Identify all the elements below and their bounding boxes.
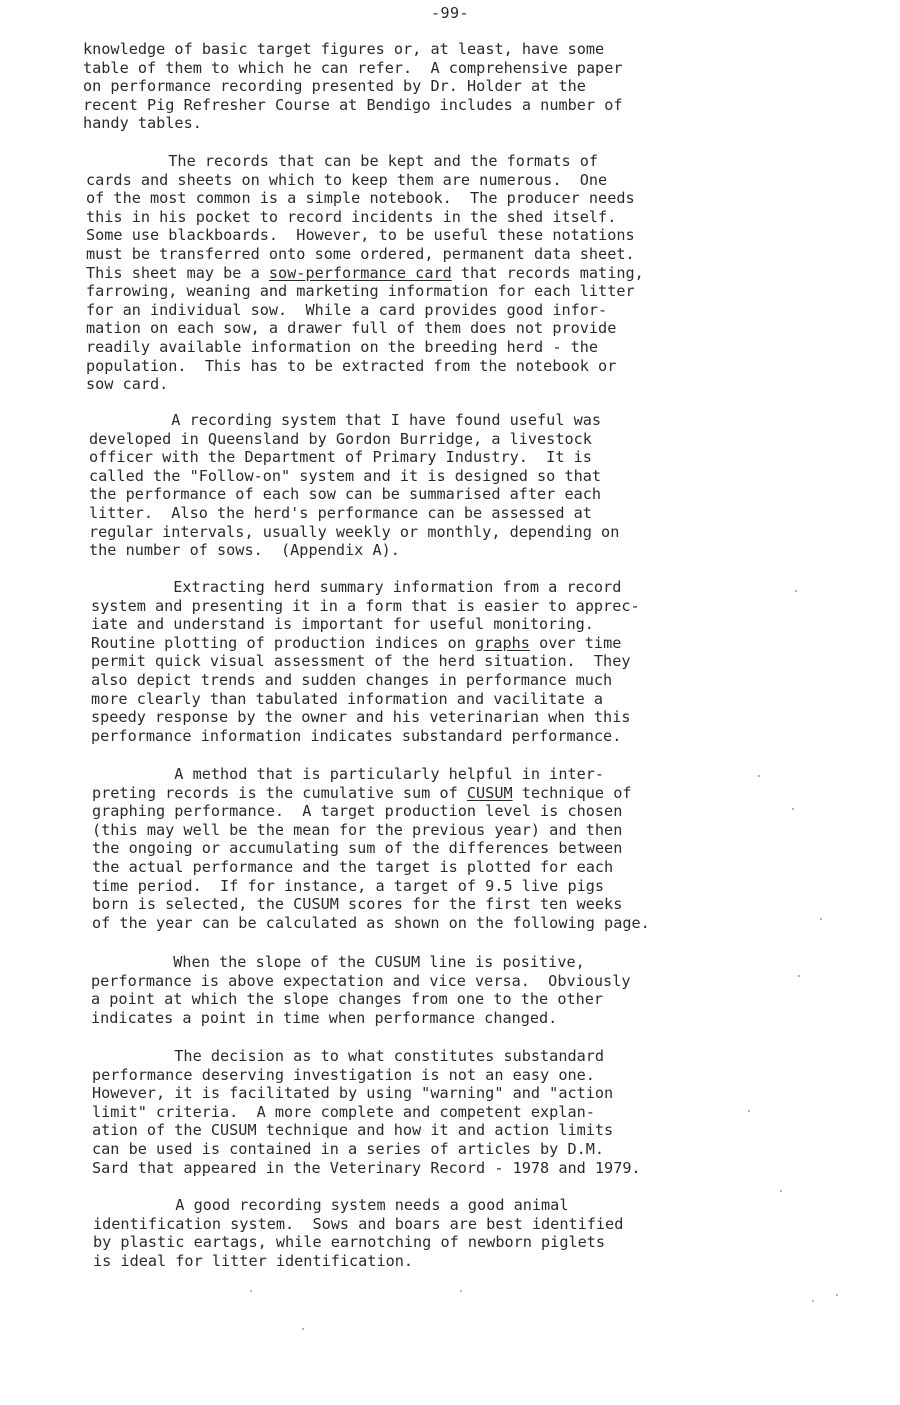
text-line: a point at which the slope changes from one to the other <box>91 990 604 1009</box>
scan-speck <box>795 590 797 592</box>
text-line: can be used is contained in a series of articles by D.M. <box>92 1139 605 1158</box>
scan-speck <box>812 1300 814 1302</box>
text-line: of the most common is a simple notebook. The producer needs <box>86 189 635 208</box>
text-line: this in his pocket to record incidents in the shed itself. <box>86 207 617 226</box>
text-line: However, it is facilitated by using "warning" and "action <box>92 1084 614 1103</box>
text-line: permit quick visual assessment of the herd situation. They <box>91 652 631 671</box>
text-line: mation on each sow, a drawer full of them does not provide <box>86 319 617 338</box>
text-line: The records that can be kept and the formats of <box>86 152 599 170</box>
text-line: identification system. Sows and boars are best identified <box>93 1214 624 1233</box>
scan-speck <box>460 1290 462 1292</box>
text-line: developed in Queensland by Gordon Burridge, a livestock <box>89 429 592 448</box>
text-line: officer with the Department of Primary Industry. It is <box>89 448 592 467</box>
text-line: by plastic eartags, while earnotching of newborn piglets <box>93 1233 606 1252</box>
text-line: must be transferred onto some ordered, permanent data sheet. <box>86 244 635 263</box>
scan-speck <box>798 975 800 977</box>
text-line <box>86 264 644 282</box>
text-line: called the "Follow-on" system and it is designed so that <box>89 466 602 485</box>
text-line <box>91 634 621 652</box>
text-line: sow card. <box>86 375 169 394</box>
text-line: When the slope of the CUSUM line is positive, <box>91 953 585 971</box>
text-line: performance information indicates substandard performance. <box>91 726 622 745</box>
text-line: table of them to which he can refer. A comprehensive paper <box>83 58 623 77</box>
text-line: for an individual sow. While a card provides good infor- <box>86 300 608 319</box>
scan-speck <box>792 808 794 810</box>
scan-speck <box>758 775 760 777</box>
text-line: Sard that appeared in the Veterinary Record - 1978 and 1979. <box>92 1158 641 1177</box>
text-segment: technique of <box>512 783 632 802</box>
paragraph-3 <box>89 411 619 560</box>
text-line: A method that is particularly helpful in inter- <box>92 765 605 783</box>
text-line: graphing performance. A target production level is chosen <box>92 802 623 821</box>
underlined-term: CUSUM <box>466 783 513 802</box>
text-line: handy tables. <box>83 114 202 133</box>
text-line: population. This has to be extracted from the notebook or <box>86 356 617 375</box>
text-line: knowledge of basic target figures or, at least, have some <box>83 40 605 58</box>
text-line: The decision as to what constitutes substandard <box>92 1047 605 1065</box>
text-line: performance deserving investigation is not an easy one. <box>92 1065 595 1084</box>
paragraph-1 <box>83 40 622 133</box>
paragraph-6 <box>91 953 630 1027</box>
text-line <box>92 784 631 802</box>
paragraph-7 <box>92 1047 641 1177</box>
scan-speck <box>820 918 822 920</box>
text-line: iate and understand is important for useful monitoring. <box>91 615 594 634</box>
text-line: system and presenting it in a form that is easier to apprec- <box>91 596 640 615</box>
text-line: ation of the CUSUM technique and how it and action limits <box>92 1121 614 1140</box>
text-line: born is selected, the CUSUM scores for the first ten weeks <box>92 895 623 914</box>
text-segment: Routine plotting of production indices on <box>91 633 476 652</box>
text-line: on performance recording presented by Dr. Holder at the <box>83 77 586 96</box>
paragraph-4 <box>91 578 640 745</box>
text-segment: This sheet may be a <box>86 263 269 282</box>
scan-speck <box>302 1328 304 1330</box>
text-line: recent Pig Refresher Course at Bendigo includes a number of <box>83 95 623 114</box>
underlined-term: sow-performance card <box>268 263 452 282</box>
text-line: also depict trends and sudden changes in performance much <box>91 670 613 689</box>
paragraph-8 <box>93 1196 623 1270</box>
text-segment: that records mating, <box>451 263 644 282</box>
paragraph-5 <box>92 765 650 932</box>
text-line: readily available information on the breeding herd - the <box>86 337 599 356</box>
text-segment: preting records is the cumulative sum of <box>92 783 467 802</box>
text-line: the number of sows. (Appendix A). <box>89 541 400 560</box>
text-line: of the year can be calculated as shown on the following page. <box>92 913 650 932</box>
text-line: the actual performance and the target is plotted for each <box>92 857 614 876</box>
underlined-term: graphs <box>475 633 530 652</box>
scan-speck <box>250 1290 252 1292</box>
text-line: Extracting herd summary information from a record <box>91 578 622 596</box>
scan-speck <box>836 1294 838 1296</box>
text-line: regular intervals, usually weekly or monthly, depending on <box>89 522 620 541</box>
text-line: indicates a point in time when performance changed. <box>91 1008 558 1027</box>
text-line: Some use blackboards. However, to be useful these notations <box>86 226 635 245</box>
text-line: limit" criteria. A more complete and competent explan- <box>92 1102 595 1121</box>
text-segment: over time <box>529 633 622 652</box>
text-line: cards and sheets on which to keep them are numerous. One <box>86 170 608 189</box>
text-line: A recording system that I have found useful was <box>89 411 602 429</box>
text-line: the ongoing or accumulating sum of the differences between <box>92 839 623 858</box>
text-line: farrowing, weaning and marketing information for each litter <box>86 282 635 301</box>
text-line: time period. If for instance, a target of 9.5 live pigs <box>92 876 605 895</box>
text-line: performance is above expectation and vice versa. Obviously <box>91 971 631 990</box>
text-line: A good recording system needs a good animal <box>93 1196 569 1214</box>
scan-speck <box>748 1110 750 1112</box>
paragraph-2 <box>86 152 644 394</box>
text-line: is ideal for litter identification. <box>93 1251 414 1270</box>
scan-speck <box>780 1190 782 1192</box>
text-line: litter. Also the herd's performance can be assessed at <box>89 503 592 522</box>
page-number: -99- <box>430 4 470 22</box>
text-line: (this may well be the mean for the previous year) and then <box>92 820 623 839</box>
text-line: the performance of each sow can be summarised after each <box>89 485 602 504</box>
text-line: speedy response by the owner and his veterinarian when this <box>91 708 631 727</box>
text-line: more clearly than tabulated information and vacilitate a <box>91 689 604 708</box>
